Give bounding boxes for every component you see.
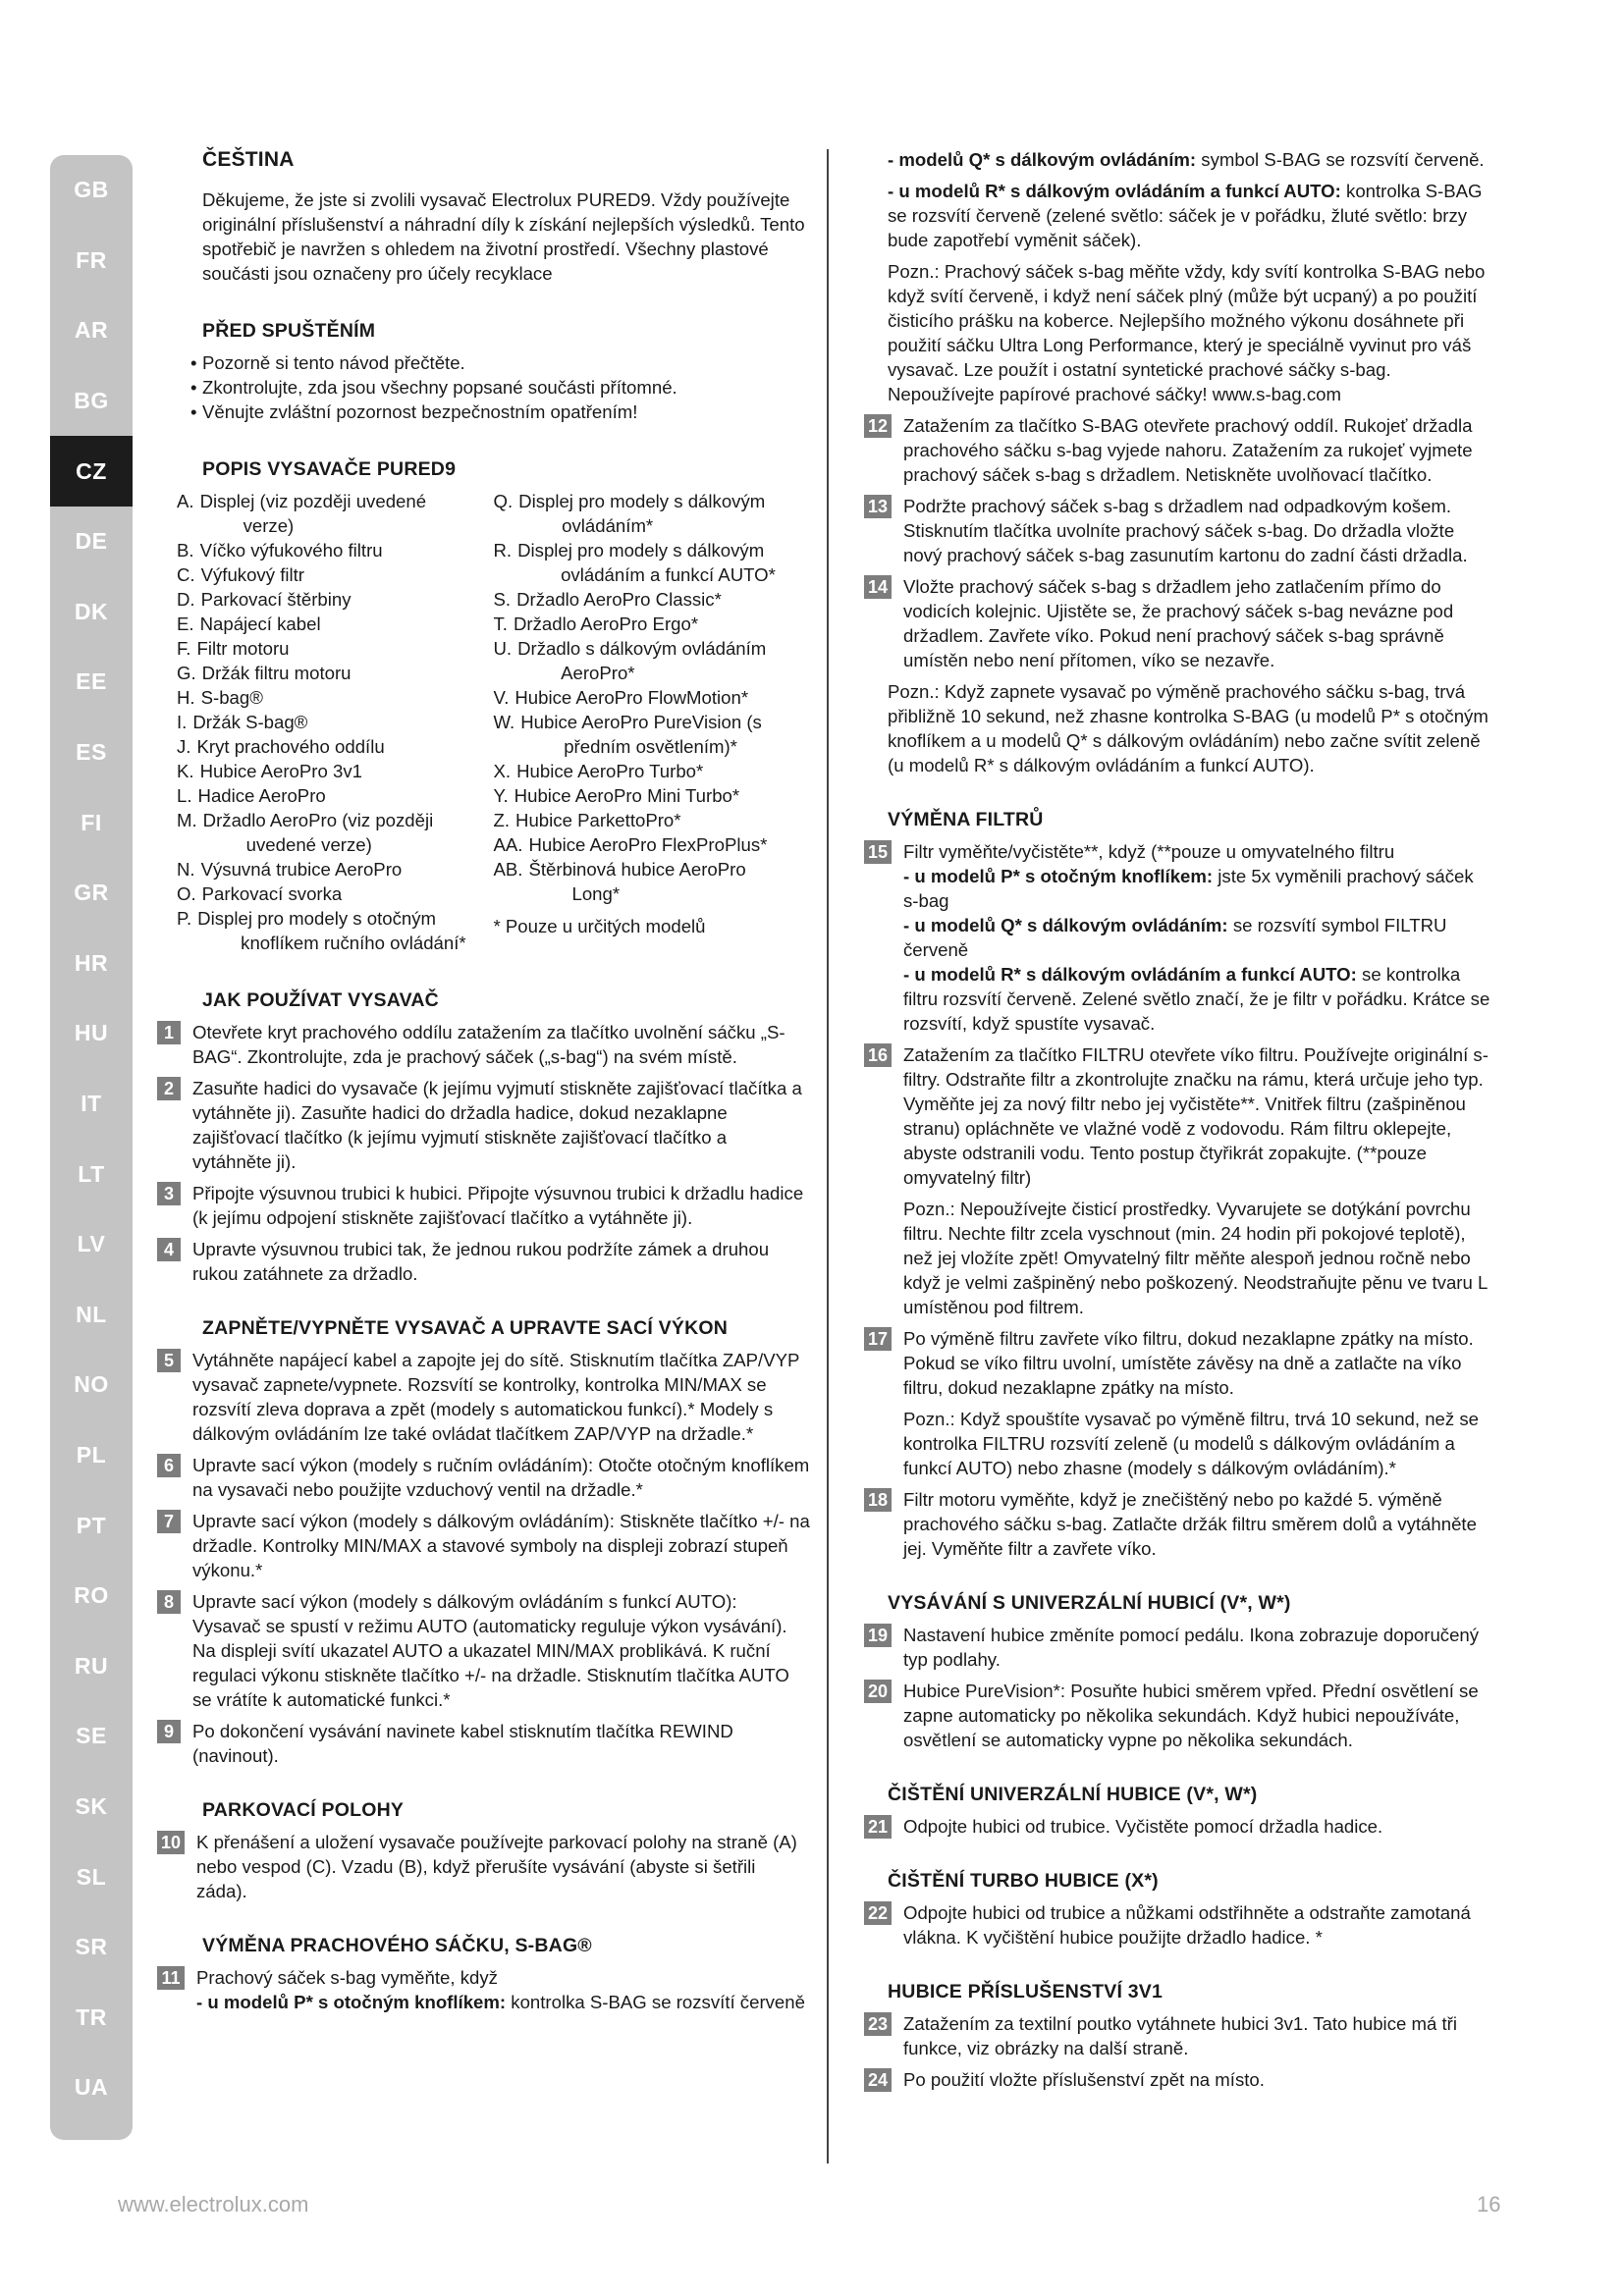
step-23 (864, 2011, 1490, 2060)
part-text (200, 759, 480, 783)
part-letter: V. (493, 687, 510, 708)
bag-model-r: - u modelů R* s dálkovým ovládáním a funkcí AUTO: kontrolka S-BAG se rozsvítí červeně (zelené světlo: sáček je v pořádku, žluté světlo: brzy bude zapotřebí vyměnit sáček). (888, 181, 1483, 250)
part-name-cont: předním osvětlením)* (564, 736, 737, 757)
turbo-nozzle-steps (864, 1900, 1490, 1949)
language-tab-dk[interactable]: DK (74, 598, 109, 624)
part-text (200, 489, 480, 538)
part-name: Displej (viz později uvedené (199, 491, 427, 511)
step-text: Vytáhněte napájecí kabel a zapojte jej do sítě. Stisknutím tlačítka ZAP/VYP vysavač zapnete/vypnete. Rozsvítí se kontrolky, kontrolka MIN/MAX se rozsvítí zleva doprava a zpět (modely s automatickou funkcí).* Modely s dálkovým ovládáním lze také ovládat tlačítkem ZAP/VYP na držadle.* (192, 1350, 800, 1444)
parking-steps (157, 1830, 810, 1903)
turbo-nozzle-heading: ČIŠTĚNÍ TURBO HUBICE (X*) (888, 1870, 1159, 1892)
step-24 (864, 2067, 1490, 2092)
column-divider (827, 149, 829, 2163)
language-title: ČEŠTINA (202, 148, 295, 171)
part-item (494, 587, 797, 612)
intro-paragraph: Děkujeme, že jste si zvolili vysavač Electrolux PURED9. Vždy používejte originální příslušenství a náhradní díly k získání nejlepších výsledků. Tento spotřebič je navržen s ohledem na životní prostředí. Všechny plastové součásti jsou označeny pro účely recyklace (202, 189, 805, 284)
part-letter: P. (177, 908, 192, 929)
language-tab-bg[interactable]: BG (74, 388, 109, 414)
step-text: Vložte prachový sáček s-bag s držadlem jeho zatlačením přímo do vodicích kolejnic. Ujistěte se, že prachový sáček s-bag nevázne pod držadlem. Zavřete víko. Pokud není prachový sáček s-bag správně umístěn nebo není přítomen, víko se nezavře. (903, 576, 1454, 670)
step-number: 14 (864, 575, 892, 599)
step-8 (157, 1589, 810, 1712)
part-letter: A. (177, 491, 194, 511)
part-text (200, 538, 480, 562)
part-item (494, 710, 797, 759)
part-letter: H. (177, 687, 195, 708)
language-tab-fr[interactable]: FR (76, 246, 107, 273)
language-tab-nl[interactable]: NL (76, 1301, 107, 1327)
part-letter: Y. (493, 785, 509, 806)
part-name: Výfukový filtr (200, 564, 304, 585)
step-4 (157, 1237, 810, 1286)
part-letter: U. (493, 638, 513, 659)
part-letter: J. (177, 736, 191, 757)
part-text (197, 906, 479, 955)
part-letter: B. (177, 540, 194, 561)
step-number: 18 (864, 1488, 892, 1512)
part-item (494, 685, 797, 710)
language-tab-sr[interactable]: SR (75, 1934, 108, 1960)
step-13 (864, 494, 1490, 567)
part-letter: E. (177, 614, 194, 634)
part-name: Držák S-bag® (192, 712, 308, 732)
step-18: 18 Filtr motoru vyměňte, když je znečištěný nebo po každé 5. výměně prachového sáčku s-bag. Zatlačte držák filtru směrem dolů a vytáhněte jej. Vyměňte filtr a zavřete víko. (864, 1487, 1490, 1561)
part-letter: F. (177, 638, 191, 659)
language-tab-se[interactable]: SE (76, 1723, 107, 1749)
part-item (494, 538, 797, 587)
step-number: 2 (157, 1077, 181, 1100)
language-tab-de[interactable]: DE (75, 528, 108, 555)
part-item (177, 636, 480, 661)
description-heading: POPIS VYSAVAČE PURED9 (202, 458, 457, 480)
step-number: 7 (157, 1510, 181, 1533)
part-text (200, 612, 480, 636)
part-text (201, 857, 480, 881)
part-text (196, 734, 479, 759)
language-tab-gr[interactable]: GR (74, 880, 109, 906)
part-item (177, 538, 480, 562)
step-text: Připojte výsuvnou trubici k hubici. Připojte výsuvnou trubici k držadlu hadice (k jejímu odpojení stiskněte zajišťovací tlačítko a vytáhněte ji). (192, 1183, 804, 1228)
part-text (518, 489, 796, 538)
step-number: 16 (864, 1043, 892, 1067)
part-item (494, 857, 797, 906)
step-number: 19 (864, 1624, 892, 1647)
universal-nozzle-heading: VYSÁVÁNÍ S UNIVERZÁLNÍ HUBICÍ (V*, W*) (888, 1592, 1291, 1614)
part-letter: G. (177, 663, 196, 683)
step-2 (157, 1076, 810, 1174)
step-6 (157, 1453, 810, 1502)
step-number: 21 (864, 1815, 892, 1839)
part-item (177, 587, 480, 612)
part-letter: Z. (493, 810, 511, 830)
part-letter: O. (177, 883, 196, 904)
part-name: Hadice AeroPro (197, 785, 326, 806)
part-item (494, 759, 797, 783)
parts-footnote: * Pouze u určitých modelů (493, 916, 706, 936)
part-name-cont: knoflíkem ručního ovládání* (241, 933, 466, 953)
note-filter: Pozn.: Nepoužívejte čisticí prostředky. Vyvarujete se dotýkání povrchu filtru. Nechte filtr zcela vyschnout (min. 24 hodin při pokojové teplotě), než jej vložíte zpět! Omyvatelný filtr měňte alespoň jednou ročně nebo když je velmi zašpiněný nebo poškozený. Neodstraňujte pěnu ve tvaru L umístěnou pod filtrem. (903, 1199, 1488, 1317)
part-letter: Q. (493, 491, 514, 511)
step-15: 15 Filtr vyměňte/vyčistěte**, když (**pouze u omyvatelného filtru - u modelů P* s otočným knoflíkem: jste 5x vyměnili prachový sáček s-bag - u modelů Q* s dálkovým ovládáním: se rozsvítí symbol FILTRU červeně - u modelů R* s dálkovým ovládáním a funkcí AUTO: se kontrolka filtru rozsvítí červeně. Zelené světlo značí, že je filtr v pořádku. Krátce se rozsvítí, když spustíte vysavač. (864, 839, 1490, 1036)
language-tab-it[interactable]: IT (81, 1091, 102, 1117)
part-item (177, 808, 480, 857)
part-name: Hubice AeroPro FlexProPlus* (528, 834, 768, 855)
language-tab-ro[interactable]: RO (74, 1582, 109, 1609)
language-tab-lt[interactable]: LT (78, 1160, 105, 1187)
part-name: Hubice ParkettoPro* (515, 810, 681, 830)
language-tab-ee[interactable]: EE (76, 668, 107, 695)
step-12 (864, 413, 1490, 487)
language-tab-lv[interactable]: LV (77, 1231, 106, 1257)
part-text (201, 562, 480, 587)
part-letter: R. (493, 540, 513, 561)
language-tab-pl[interactable]: PL (76, 1441, 107, 1468)
part-item (177, 612, 480, 636)
step-text: Zasuňte hadici do vysavače (k jejímu vyjmutí stiskněte zajišťovací tlačítka a vytáhněte ji). Zasuňte hadici do držadla hadice, dokud nezaklapne zajišťovací tlačítko (k jejímu vyjmutí stiskněte zajišťovací tlačítko a vytáhněte ji). (192, 1078, 802, 1172)
language-tab-tr[interactable]: TR (76, 2003, 107, 2030)
part-letter: I. (177, 712, 188, 732)
step-text: Odpojte hubici od trubice. Vyčistěte pomocí držadla hadice. (903, 1816, 1383, 1837)
language-tab-gb[interactable]: GB (74, 177, 109, 203)
step-21 (864, 1814, 1490, 1839)
step-text: Hubice PureVision*: Posuňte hubici směrem vpřed. Přední osvětlení se zapne automaticky po několika sekundách. Když hubici nepoužíváte, osvětlení se automaticky vypne po několika sekundách. (903, 1681, 1479, 1750)
right-column (864, 147, 1490, 2099)
bag-steps (864, 413, 1490, 672)
part-name: Hubice AeroPro PureVision (s (520, 712, 762, 732)
step-text: Zatažením za tlačítko S-BAG otevřete prachový oddíl. Rukojeť držadla prachového sáčku s-bag vyjede nahoru. Zatažením za rukojeť vyjmete prachový sáček s-bag s držadlem. Netiskněte uvolňovací tlačítko. (903, 415, 1473, 485)
part-item (494, 612, 797, 636)
step-number: 1 (157, 1021, 181, 1044)
step-number: 8 (157, 1590, 181, 1614)
step-19 (864, 1623, 1490, 1672)
part-text (192, 710, 479, 734)
part-item (494, 832, 797, 857)
step-number: 10 (157, 1831, 185, 1854)
accessory-heading: HUBICE PŘÍSLUŠENSTVÍ 3V1 (888, 1981, 1164, 2002)
step-14 (864, 574, 1490, 672)
bullet-item: • Pozorně si tento návod přečtěte. (190, 350, 810, 375)
step-1 (157, 1020, 810, 1069)
part-text (203, 808, 480, 857)
parts-column-b (494, 489, 811, 955)
part-name: Napájecí kabel (199, 614, 321, 634)
step-7 (157, 1509, 810, 1582)
part-name: Filtr motoru (196, 638, 290, 659)
part-name: Hubice AeroPro Turbo* (516, 761, 704, 781)
part-name: Kryt prachového oddílu (196, 736, 385, 757)
language-tab-ar[interactable]: AR (74, 317, 109, 344)
part-text (528, 857, 796, 906)
part-text (515, 808, 796, 832)
step-text: Prachový sáček s-bag vyměňte, když (196, 1967, 498, 1988)
part-item (494, 636, 797, 685)
step-22 (864, 1900, 1490, 1949)
part-letter: L. (177, 785, 192, 806)
part-item (177, 562, 480, 587)
bullet-item: • Věnujte zvláštní pozornost bezpečnostním opatřením! (190, 400, 810, 424)
part-text (514, 612, 796, 636)
step-text: Upravte sací výkon (modely s dálkovým ovládáním): Stiskněte tlačítko +/- na držadle. Kontrolky MIN/MAX a stavové symboly na displeji zobrazí stupeň výkonu.* (192, 1511, 810, 1580)
step-text: Upravte výsuvnou trubici tak, že jednou rukou podržíte zámek a druhou rukou zatáhnete za držadlo. (192, 1239, 770, 1284)
part-item (177, 489, 480, 538)
part-item (177, 759, 480, 783)
part-name: Výsuvná trubice AeroPro (200, 859, 403, 880)
part-text (516, 759, 796, 783)
part-name: Displej pro modely s dálkovým (517, 540, 765, 561)
part-text (198, 783, 480, 808)
part-letter: X. (493, 761, 512, 781)
part-name-cont: uvedené verze) (245, 834, 372, 855)
step-text: K přenášení a uložení vysavače používejte parkovací polohy na straně (A) nebo vespod (C). Vzadu (B), když přerušíte vysávání (abyste si šetřili záda). (196, 1832, 797, 1901)
step-17: 17 Po výměně filtru zavřete víko filtru, dokud nezaklapne zpátky na místo. Pokud se víko filtru uvolní, umístěte závěsy na dně a zatlačte na víko filtru, dokud nezaklapne zpátky na místo. (864, 1326, 1490, 1400)
part-item (177, 857, 480, 881)
step-text: Odpojte hubici od trubice a nůžkami odstřihněte a odstraňte zamotaná vlákna. K vyčištění hubice použijte držadlo hadice. * (903, 1902, 1471, 1948)
note-bag: Pozn.: Prachový sáček s-bag měňte vždy, kdy svítí kontrolka S-BAG nebo když svítí červeně, i když není sáček plný (může být ucpaný) a po použití čisticího prášku na koberce. Nejlepšího možného výkonu dosáhnete při použití sáčku Ultra Long Performance, který je speciálně vyvinut pro váš vysavač. Lze použít i ostatní syntetické prachové sáčky s-bag. Nepoužívejte papírové prachové sáčky! www.s-bag.com (888, 261, 1486, 404)
part-item (494, 808, 797, 832)
language-tab-ua[interactable]: UA (74, 2074, 109, 2101)
step-number: 11 (157, 1966, 185, 1990)
part-name: Držadlo AeroPro Classic* (516, 589, 722, 610)
step-number: 22 (864, 1901, 892, 1925)
step-text: Zatažením za textilní poutko vytáhnete hubici 3v1. Tato hubice má tři funkce, viz obrázky na další straně. (903, 2013, 1457, 2058)
part-name: Displej pro modely s otočným (197, 908, 437, 929)
left-column (157, 147, 810, 2021)
part-name: Parkovací svorka (201, 883, 343, 904)
part-item (177, 783, 480, 808)
footer-url[interactable]: www.electrolux.com (118, 2192, 309, 2216)
note-filter-reset: Pozn.: Když spouštíte vysavač po výměně filtru, trvá 10 sekund, než se kontrolka FILTRU rozsvítí zeleně (u modelů s dálkovým ovládáním a funkcí AUTO) nebo zhasne (modely s dálkovým ovládáním).* (903, 1409, 1479, 1478)
step-9 (157, 1719, 810, 1768)
step-number: 13 (864, 495, 892, 518)
part-name-cont: AeroPro* (561, 663, 635, 683)
part-name: Hubice AeroPro FlowMotion* (514, 687, 749, 708)
part-name: Držadlo s dálkovým ovládáním (517, 638, 767, 659)
part-text (528, 832, 796, 857)
part-letter: T. (493, 614, 508, 634)
step-10 (157, 1830, 810, 1903)
bullet-item: • Zkontrolujte, zda jsou všechny popsané součásti přítomné. (190, 375, 810, 400)
part-letter: N. (177, 859, 195, 880)
part-name: Hubice AeroPro 3v1 (199, 761, 362, 781)
part-name: Držadlo AeroPro (viz později (202, 810, 434, 830)
step-number: 17 (864, 1327, 892, 1351)
part-item (177, 734, 480, 759)
step-text: Po dokončení vysávání navinete kabel stisknutím tlačítka REWIND (navinout). (192, 1721, 733, 1766)
part-text (520, 710, 796, 759)
parts-column-a (177, 489, 494, 955)
part-item (177, 881, 480, 906)
step-number: 5 (157, 1349, 181, 1372)
part-letter: AA. (493, 834, 523, 855)
filter-heading: VÝMĚNA FILTRŮ (888, 809, 1044, 830)
step-number: 4 (157, 1238, 181, 1261)
note-bag-reset: Pozn.: Když zapnete vysavač po výměně prachového sáčku s-bag, trvá přibližně 10 sekund, než zhasne kontrolka S-BAG (u modelů P* s otočným knoflíkem a u modelů Q* s dálkovým ovládáním) nebo začne svítit zeleně (u modelů R* s dálkovým ovládáním a funkcí AUTO). (888, 681, 1489, 775)
parts-list (177, 489, 810, 955)
step-5 (157, 1348, 810, 1446)
language-sidebar (50, 155, 133, 2140)
part-name: Držadlo AeroPro Ergo* (513, 614, 699, 634)
part-name: Displej pro modely s dálkovým (518, 491, 766, 511)
part-letter: C. (177, 564, 195, 585)
language-tab-cz[interactable]: CZ (50, 436, 133, 507)
model-p-text: kontrolka S-BAG se rozsvítí červeně (511, 1992, 805, 2012)
step-text: Podržte prachový sáček s-bag s držadlem nad odpadkovým košem. Stisknutím tlačítka uvolníte prachový sáček s-bag. Do držadla vložte nový prachový sáček s-bag zasunutím kartonu do zadní části držadla. (903, 496, 1468, 565)
bag-model-q: - modelů Q* s dálkovým ovládáním: symbol S-BAG se rozsvítí červeně. (888, 149, 1485, 170)
language-tab-es[interactable]: ES (76, 739, 107, 766)
step-number: 20 (864, 1680, 892, 1703)
language-tab-hu[interactable]: HU (74, 1020, 109, 1046)
step-20 (864, 1679, 1490, 1752)
before-start-heading: PŘED SPUŠTĚNÍM (202, 320, 376, 342)
part-letter: S. (493, 589, 512, 610)
language-tab-hr[interactable]: HR (74, 949, 109, 976)
part-text (202, 881, 480, 906)
part-item (177, 906, 480, 955)
part-name-cont: verze) (243, 515, 295, 536)
step-3 (157, 1181, 810, 1230)
language-tab-pt[interactable]: PT (76, 1512, 107, 1538)
step-number: 15 (864, 840, 892, 864)
before-start-list (190, 350, 810, 424)
part-item (177, 685, 480, 710)
step-11 (157, 1965, 810, 2014)
part-text (516, 587, 796, 612)
clean-nozzle-heading: ČIŠTĚNÍ UNIVERZÁLNÍ HUBICE (V*, W*) (888, 1784, 1258, 1805)
step-text: Upravte sací výkon (modely s dálkovým ovládáním s funkcí AUTO): Vysavač se spustí v režimu AUTO (automaticky reguluje výkon vysávání). Na displeji svítí ukazatel AUTO a ukazatel MIN/MAX problikává. K ruční regulaci výkonu stiskněte tlačítko +/- na držadle. Stisknutím tlačítka AUTO se vrátíte k automatické funkci.* (192, 1591, 789, 1710)
how-to-use-steps (157, 1020, 810, 1286)
part-text (514, 685, 796, 710)
bag-heading: VÝMĚNA PRACHOVÉHO SÁČKU, S-BAG® (202, 1935, 592, 1956)
part-item (494, 783, 797, 808)
part-name-cont: ovládáním* (562, 515, 654, 536)
part-letter: M. (177, 810, 197, 830)
part-letter: D. (177, 589, 195, 610)
step-text: Otevřete kryt prachového oddílu zatažením za tlačítko uvolnění sáčku „S-BAG“. Zkontrolujte, zda je prachový sáček („s-bag“) na svém místě. (192, 1022, 785, 1067)
model-p-label: - u modelů P* s otočným knoflíkem: (196, 1992, 507, 2012)
part-text (514, 783, 796, 808)
part-name: S-bag® (200, 687, 263, 708)
part-name: Víčko výfukového filtru (199, 540, 383, 561)
power-steps (157, 1348, 810, 1768)
part-item (494, 489, 797, 538)
language-tab-no[interactable]: NO (74, 1371, 109, 1398)
language-tab-ru[interactable]: RU (74, 1652, 109, 1679)
step-number: 3 (157, 1182, 181, 1205)
part-text (201, 685, 480, 710)
language-tab-fi[interactable]: FI (81, 809, 102, 835)
part-name: Držák filtru motoru (201, 663, 352, 683)
step-text: Nastavení hubice změníte pomocí pedálu. Ikona zobrazuje doporučený typ podlahy. (903, 1625, 1480, 1670)
part-letter: AB. (493, 859, 523, 880)
universal-nozzle-steps (864, 1623, 1490, 1752)
part-text (202, 661, 480, 685)
part-item (177, 710, 480, 734)
part-name: Hubice AeroPro Mini Turbo* (514, 785, 740, 806)
step-text: Upravte sací výkon (modely s ručním ovládáním): Otočte otočným knoflíkem na vysavači nebo použijte vzduchový ventil na držadle.* (192, 1455, 810, 1500)
part-letter: W. (493, 712, 515, 732)
step-number: 9 (157, 1720, 181, 1743)
part-item (177, 661, 480, 685)
step-number: 12 (864, 414, 892, 438)
part-text (196, 636, 479, 661)
step-number: 6 (157, 1454, 181, 1477)
part-text (201, 587, 480, 612)
step-number: 24 (864, 2068, 892, 2092)
how-to-use-heading: JAK POUŽÍVAT VYSAVAČ (202, 989, 439, 1011)
step-16: 16 Zatažením za tlačítko FILTRU otevřete víko filtru. Používejte originální s-filtry. Odstraňte filtr a zkontrolujte značku na rámu, která určuje jeho typ. Vyměňte jej za nový filtr nebo jej vyčistěte**. Vnitřek filtru (zašpiněnou stranu) opláchněte ve vlažné vodě z vodovodu. Rám filtru oklepejte, abyste odstranili vodu. Tento postup čtyřikrát zopakujte. (**pouze omyvatelný filtr) (864, 1042, 1490, 1190)
clean-nozzle-steps (864, 1814, 1490, 1839)
part-name: Štěrbinová hubice AeroPro (528, 859, 746, 880)
language-tab-sl[interactable]: SL (76, 1863, 107, 1890)
power-heading: ZAPNĚTE/VYPNĚTE VYSAVAČ A UPRAVTE SACÍ VÝKON (202, 1317, 729, 1339)
language-tab-sk[interactable]: SK (75, 1792, 108, 1819)
step-text: Po použití vložte příslušenství zpět na místo. (903, 2069, 1265, 2090)
step-number: 23 (864, 2012, 892, 2036)
part-name-cont: Long* (571, 883, 621, 904)
part-letter: K. (177, 761, 194, 781)
part-name-cont: ovládáním a funkcí AUTO* (561, 564, 776, 585)
part-text (517, 538, 796, 587)
part-text (517, 636, 796, 685)
accessory-steps (864, 2011, 1490, 2092)
part-name: Parkovací štěrbiny (200, 589, 352, 610)
parking-heading: PARKOVACÍ POLOHY (202, 1799, 405, 1821)
page-number: 16 (1477, 2192, 1501, 2216)
